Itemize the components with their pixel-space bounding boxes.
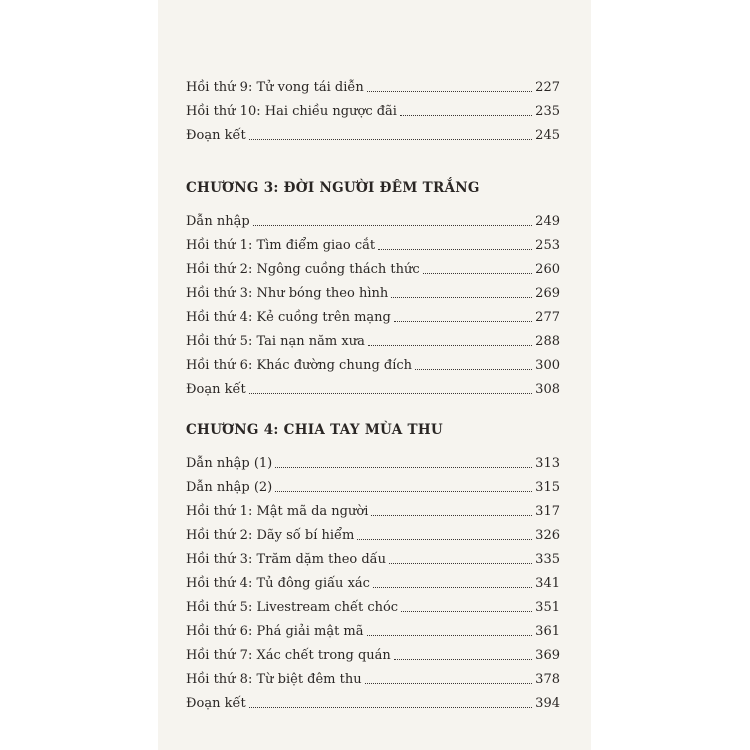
dot-leader bbox=[249, 393, 532, 394]
toc-entry-page: 245 bbox=[535, 128, 560, 143]
dot-leader bbox=[371, 515, 532, 516]
dot-leader bbox=[357, 539, 532, 540]
bleed-through-shadow bbox=[286, 145, 291, 168]
toc-entry[interactable] bbox=[186, 592, 560, 616]
toc-entry-page: 326 bbox=[535, 528, 560, 543]
toc-entry[interactable] bbox=[186, 206, 560, 230]
dot-leader bbox=[389, 563, 532, 564]
toc-entry-title: Hồi thứ 7: Xác chết trong quán bbox=[186, 648, 391, 663]
toc-entry[interactable] bbox=[186, 472, 560, 496]
toc-entry[interactable] bbox=[186, 350, 560, 374]
toc-entry[interactable] bbox=[186, 688, 560, 712]
toc-entry-page: 394 bbox=[535, 696, 560, 711]
dot-leader bbox=[401, 611, 532, 612]
toc-entry-title: Hồi thứ 6: Phá giải mật mã bbox=[186, 624, 364, 639]
toc-entry-title: Hồi thứ 10: Hai chiều ngược đãi bbox=[186, 104, 397, 119]
toc-entry-title: Đoạn kết bbox=[186, 382, 246, 397]
toc-entry-page: 253 bbox=[535, 238, 560, 253]
toc-entry-title: Hồi thứ 3: Trăm dặm theo dấu bbox=[186, 552, 387, 567]
dot-leader bbox=[365, 683, 533, 684]
toc-entry-page: 378 bbox=[535, 672, 560, 687]
dot-leader bbox=[367, 91, 532, 92]
toc-entry[interactable] bbox=[186, 448, 560, 472]
dot-leader bbox=[373, 587, 532, 588]
toc-entry-title: Hồi thứ 5: Livestream chết chóc bbox=[186, 600, 399, 615]
toc-entry[interactable] bbox=[186, 544, 560, 568]
dot-leader bbox=[253, 225, 532, 226]
toc-entry-title: Hồi thứ 9: Tử vong tái diễn bbox=[186, 80, 364, 95]
toc-entry[interactable] bbox=[186, 616, 560, 640]
toc-entry[interactable] bbox=[186, 72, 560, 96]
toc-entry-title: Hồi thứ 3: Như bóng theo hình bbox=[186, 286, 389, 301]
toc-entry-title: Đoạn kết bbox=[186, 696, 246, 711]
dot-leader bbox=[275, 491, 532, 492]
toc-entry-title: Dẫn nhập (2) bbox=[186, 480, 273, 495]
toc-entry-page: 341 bbox=[535, 576, 560, 591]
toc-entry-page: 335 bbox=[535, 552, 560, 567]
toc-entry-page: 227 bbox=[535, 80, 560, 95]
toc-entry-page: 361 bbox=[535, 624, 560, 639]
toc-entry-page: 260 bbox=[535, 262, 560, 277]
toc-entry-page: 269 bbox=[535, 286, 560, 301]
toc-entry-page: 351 bbox=[535, 600, 560, 615]
toc-entry-title: Dẫn nhập bbox=[186, 214, 250, 229]
toc-entry-title: Hồi thứ 8: Từ biệt đêm thu bbox=[186, 672, 362, 687]
toc-entry-page: 300 bbox=[535, 358, 560, 373]
dot-leader bbox=[400, 115, 532, 116]
toc-entry-page: 315 bbox=[535, 480, 560, 495]
toc-entry[interactable] bbox=[186, 96, 560, 120]
toc-entry-title: Hồi thứ 4: Kẻ cuồng trên mạng bbox=[186, 310, 391, 325]
dot-leader bbox=[249, 707, 532, 708]
toc-entry[interactable] bbox=[186, 520, 560, 544]
toc-entry-title: Hồi thứ 2: Ngông cuồng thách thức bbox=[186, 262, 420, 277]
toc-entry-page: 249 bbox=[535, 214, 560, 229]
toc-section-chapter-2-end bbox=[186, 72, 560, 144]
dot-leader bbox=[391, 297, 532, 298]
dot-leader bbox=[378, 249, 532, 250]
toc-entry-page: 277 bbox=[535, 310, 560, 325]
dot-leader bbox=[394, 321, 532, 322]
toc-entry-title: Dẫn nhập (1) bbox=[186, 456, 273, 471]
chapter-heading[interactable]: CHƯƠNG 4: CHIA TAY MÙA THU bbox=[186, 422, 443, 438]
dot-leader bbox=[415, 369, 532, 370]
dot-leader bbox=[249, 139, 532, 140]
toc-entry-title: Hồi thứ 5: Tai nạn năm xưa bbox=[186, 334, 365, 349]
toc-entry[interactable] bbox=[186, 640, 560, 664]
toc-entry-title: Đoạn kết bbox=[186, 128, 246, 143]
toc-section-chapter-3 bbox=[186, 178, 560, 398]
dot-leader bbox=[423, 273, 533, 274]
toc-entry[interactable] bbox=[186, 254, 560, 278]
toc-entry[interactable] bbox=[186, 326, 560, 350]
toc-entry[interactable] bbox=[186, 496, 560, 520]
book-page bbox=[158, 0, 591, 750]
toc-entry[interactable] bbox=[186, 568, 560, 592]
toc-section-chapter-4 bbox=[186, 420, 560, 712]
toc-entry-title: Hồi thứ 1: Tìm điểm giao cắt bbox=[186, 238, 376, 253]
dot-leader bbox=[275, 467, 532, 468]
toc-entry-page: 369 bbox=[535, 648, 560, 663]
toc-entry-title: Hồi thứ 1: Mật mã da người bbox=[186, 504, 369, 519]
toc-entry[interactable] bbox=[186, 230, 560, 254]
toc-entry[interactable] bbox=[186, 278, 560, 302]
toc-entry-title: Hồi thứ 4: Tủ đông giấu xác bbox=[186, 576, 370, 591]
dot-leader bbox=[368, 345, 532, 346]
toc-entry-page: 313 bbox=[535, 456, 560, 471]
toc-entry-page: 288 bbox=[535, 334, 560, 349]
toc-entry[interactable] bbox=[186, 374, 560, 398]
toc-entry[interactable] bbox=[186, 302, 560, 326]
toc-entry-page: 308 bbox=[535, 382, 560, 397]
toc-entry[interactable] bbox=[186, 664, 560, 688]
dot-leader bbox=[394, 659, 532, 660]
toc-entry-title: Hồi thứ 6: Khác đường chung đích bbox=[186, 358, 413, 373]
toc-entry-page: 235 bbox=[535, 104, 560, 119]
toc-entry-page: 317 bbox=[535, 504, 560, 519]
toc-entry[interactable] bbox=[186, 120, 560, 144]
toc-entry-title: Hồi thứ 2: Dãy số bí hiểm bbox=[186, 528, 355, 543]
chapter-heading[interactable]: CHƯƠNG 3: ĐỜI NGƯỜI ĐÊM TRẮNG bbox=[186, 180, 480, 196]
dot-leader bbox=[367, 635, 533, 636]
